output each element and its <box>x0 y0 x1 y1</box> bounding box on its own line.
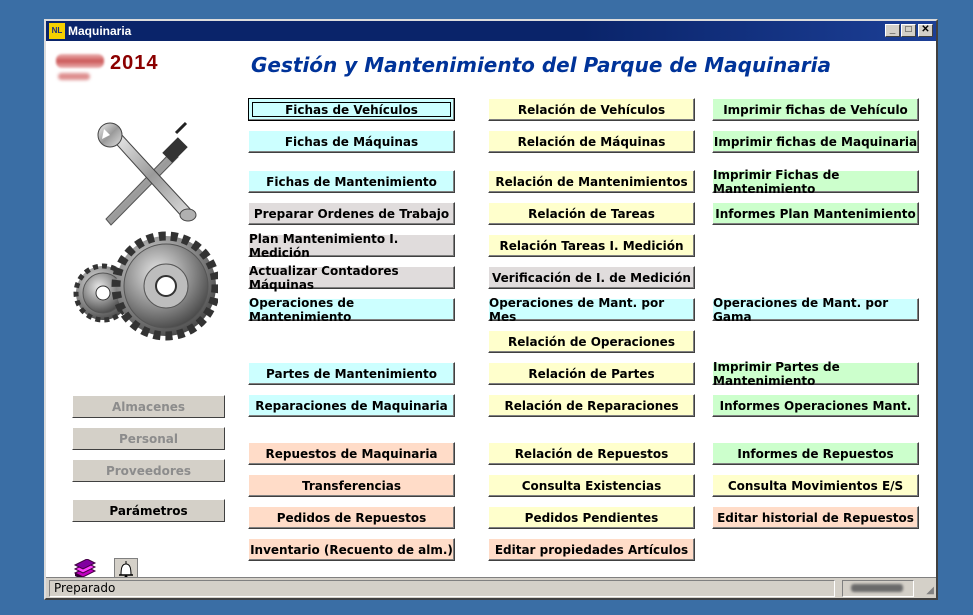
fichas-vehiculos-button[interactable]: Fichas de Vehículos <box>248 98 455 121</box>
resize-grip-icon[interactable]: ◢ <box>926 585 934 596</box>
logo-blurred-sub <box>58 73 90 80</box>
pedidos-pendientes-button[interactable]: Pedidos Pendientes <box>488 506 695 529</box>
status-bar <box>46 577 936 598</box>
reparaciones-maquinaria-button[interactable]: Reparaciones de Maquinaria <box>248 394 455 417</box>
imprimir-fichas-maquinaria-button[interactable]: Imprimir fichas de Maquinaria <box>712 130 919 153</box>
preparar-ordenes-button[interactable]: Preparar Ordenes de Trabajo <box>248 202 455 225</box>
relacion-partes-button[interactable]: Relación de Partes <box>488 362 695 385</box>
editar-propiedades-button[interactable]: Editar propiedades Artículos <box>488 538 695 561</box>
page-title: Gestión y Mantenimiento del Parque de Maquinaria <box>251 53 831 77</box>
main-window <box>44 19 938 600</box>
year-label: 2014 <box>110 52 159 74</box>
personal-button[interactable]: Personal <box>72 427 225 450</box>
informes-plan-button[interactable]: Informes Plan Mantenimiento <box>712 202 919 225</box>
almacenes-button[interactable]: Almacenes <box>72 395 225 418</box>
proveedores-button[interactable]: Proveedores <box>72 459 225 482</box>
consulta-movimientos-button[interactable]: Consulta Movimientos E/S <box>712 474 919 497</box>
relacion-operaciones-button[interactable]: Relación de Operaciones <box>488 330 695 353</box>
imprimir-fichas-vehiculo-button[interactable]: Imprimir fichas de Vehículo <box>712 98 919 121</box>
informes-operaciones-button[interactable]: Informes Operaciones Mant. <box>712 394 919 417</box>
status-panel <box>842 580 914 597</box>
transferencias-button[interactable]: Transferencias <box>248 474 455 497</box>
relacion-tareas-medicion-button[interactable]: Relación Tareas I. Medición <box>488 234 695 257</box>
title-bar[interactable] <box>46 21 936 41</box>
imprimir-partes-button[interactable]: Imprimir Partes de Mantenimiento <box>712 362 919 385</box>
status-blurred <box>851 584 903 592</box>
tools-icon <box>96 119 206 229</box>
partes-mantenimiento-button[interactable]: Partes de Mantenimiento <box>248 362 455 385</box>
fichas-maquinas-button[interactable]: Fichas de Máquinas <box>248 130 455 153</box>
parametros-button[interactable]: Parámetros <box>72 499 225 522</box>
relacion-reparaciones-button[interactable]: Relación de Reparaciones <box>488 394 695 417</box>
plan-mantenimiento-button[interactable]: Plan Mantenimiento I. Medición <box>248 234 455 257</box>
status-text: Preparado <box>49 580 835 597</box>
logo-blurred <box>56 54 104 68</box>
form-content <box>46 41 936 578</box>
actualizar-contadores-button[interactable]: Actualizar Contadores Máquinas <box>248 266 455 289</box>
relacion-maquinas-button[interactable]: Relación de Máquinas <box>488 130 695 153</box>
fichas-mantenimiento-button[interactable]: Fichas de Mantenimiento <box>248 170 455 193</box>
gears-icon <box>68 231 218 351</box>
repuestos-maquinaria-button[interactable]: Repuestos de Maquinaria <box>248 442 455 465</box>
pedidos-repuestos-button[interactable]: Pedidos de Repuestos <box>248 506 455 529</box>
maximize-button[interactable]: □ <box>901 24 916 37</box>
close-button[interactable]: ✕ <box>918 24 933 37</box>
relacion-mantenimientos-button[interactable]: Relación de Mantenimientos <box>488 170 695 193</box>
relacion-vehiculos-button[interactable]: Relación de Vehículos <box>488 98 695 121</box>
inventario-button[interactable]: Inventario (Recuento de alm.) <box>248 538 455 561</box>
operaciones-mant-gama-button[interactable]: Operaciones de Mant. por Gama <box>712 298 919 321</box>
relacion-repuestos-button[interactable]: Relación de Repuestos <box>488 442 695 465</box>
app-icon: NL <box>49 23 65 39</box>
window-title: Maquinaria <box>68 24 132 38</box>
informes-repuestos-button[interactable]: Informes de Repuestos <box>712 442 919 465</box>
editar-historial-button[interactable]: Editar historial de Repuestos <box>712 506 919 529</box>
imprimir-fichas-mantenimiento-button[interactable]: Imprimir Fichas de Mantenimiento <box>712 170 919 193</box>
verificacion-medicion-button[interactable]: Verificación de I. de Medición <box>488 266 695 289</box>
minimize-button[interactable]: _ <box>885 24 900 37</box>
operaciones-mantenimiento-button[interactable]: Operaciones de Mantenimiento <box>248 298 455 321</box>
operaciones-mant-mes-button[interactable]: Operaciones de Mant. por Mes <box>488 298 695 321</box>
consulta-existencias-button[interactable]: Consulta Existencias <box>488 474 695 497</box>
relacion-tareas-button[interactable]: Relación de Tareas <box>488 202 695 225</box>
